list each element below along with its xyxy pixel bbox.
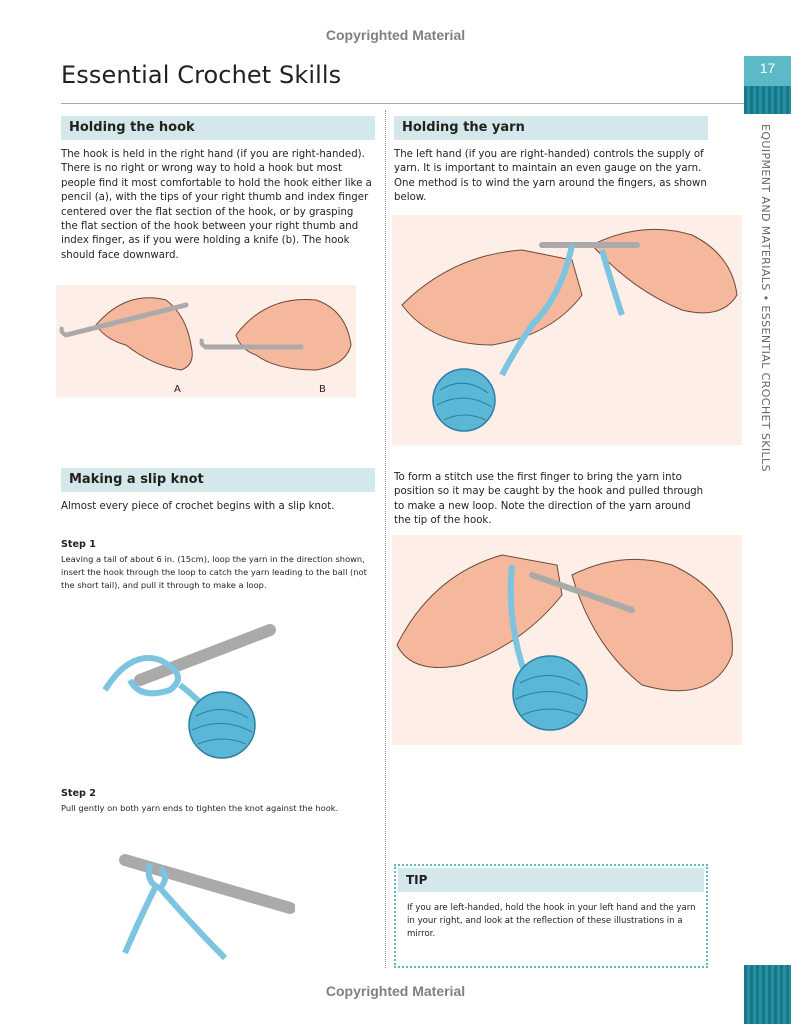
page-number: 17	[759, 60, 776, 76]
holding-hook-text: The hook is held in the right hand (if you are right-handed). There is no right or wrong way to hold a hook but most people find it most comfortable to hold the hook either like a pencil (a), with the tips of your right thumb and index finger centered over the flat section of the hook, or by grasping the flat section of the hook between your right thumb and index finger, as if you were holding a knife (b). The hook should face downward.	[61, 149, 372, 261]
step2-text: Pull gently on both yarn ends to tighten the knot against the hook.	[61, 803, 339, 813]
holding-yarn-text: The left hand (if you are right-handed) controls the supply of yarn. It is important to maintain an even gauge on the yarn. One method is to wind the yarn around the fingers, as shown below.	[394, 149, 707, 204]
label-a: A	[174, 384, 181, 395]
hook-holding-illustration	[56, 285, 356, 405]
stitch-note-text: To form a stitch use the first finger to bring the yarn into position so it may be caught by the hook and pulled through to make a new loop. Note the direction of the yarn around the tip of the hook.	[394, 472, 704, 527]
knit-texture-top	[744, 86, 791, 114]
step1-label: Step 1	[61, 539, 96, 550]
label-b: B	[319, 384, 326, 395]
header-rule	[61, 103, 744, 104]
slip-knot-step1-illustration	[100, 620, 280, 760]
column-divider	[385, 110, 386, 968]
watermark-bottom: Copyrighted Material	[325, 983, 466, 999]
tip-text: If you are left-handed, hold the hook in your left hand and the yarn in your right, and look at the reflection of these illustrations in a mirror.	[407, 903, 696, 939]
slip-knot-intro: Almost every piece of crochet begins with a slip knot.	[61, 501, 335, 512]
step2-label: Step 2	[61, 788, 96, 799]
watermark-top: Copyrighted Material	[325, 27, 466, 43]
section-heading-holding-hook: Holding the hook	[61, 116, 375, 140]
tip-heading: TIP	[398, 868, 704, 892]
section-heading-slip-knot: Making a slip knot	[61, 468, 375, 492]
tip-box	[394, 864, 708, 968]
knit-texture-bottom	[744, 965, 791, 1024]
stitch-illustration	[392, 535, 742, 745]
section-heading-holding-yarn: Holding the yarn	[394, 116, 708, 140]
step1-text: Leaving a tail of about 6 in. (15cm), loop the yarn in the direction shown, insert the hook through the loop to catch the yarn leading to the ball (not the short tail), and pull it through to make a loop.	[61, 554, 367, 590]
page-title: Essential Crochet Skills	[61, 61, 342, 89]
slip-knot-step2-illustration	[105, 838, 295, 963]
side-label: EQUIPMENT AND MATERIALS • ESSENTIAL CROCHET SKILLS	[759, 124, 772, 472]
yarn-holding-illustration	[392, 215, 742, 445]
